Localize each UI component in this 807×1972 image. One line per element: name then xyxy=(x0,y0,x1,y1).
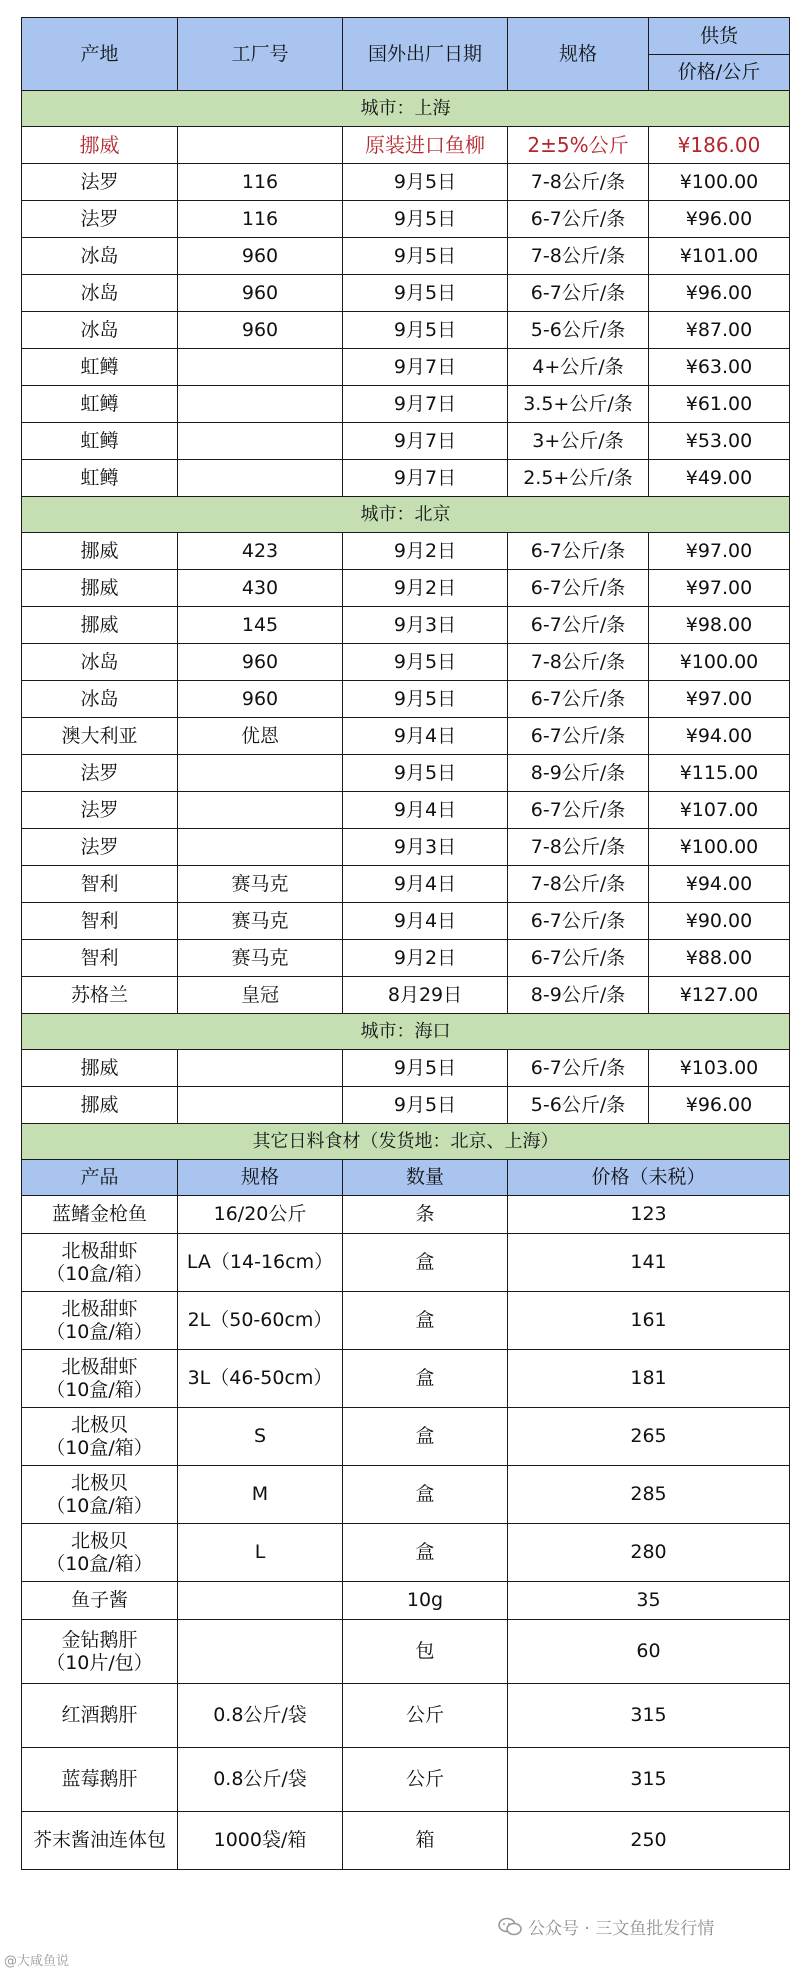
wechat-icon xyxy=(498,1917,522,1937)
table-row xyxy=(22,533,790,570)
cell-spec: 6-7公斤/条 xyxy=(508,570,649,607)
cell-origin: 智利 xyxy=(22,940,178,977)
cell-product: 北极甜虾 （10盒/箱） xyxy=(22,1350,178,1408)
cell-date: 9月5日 xyxy=(343,644,508,681)
cell-spec: 6-7公斤/条 xyxy=(508,201,649,238)
cell-origin: 虹鳟 xyxy=(22,349,178,386)
cell-product: 鱼子酱 xyxy=(22,1582,178,1620)
cell-origin: 挪威 xyxy=(22,1050,178,1087)
cell-product: 北极甜虾 （10盒/箱） xyxy=(22,1234,178,1292)
city-label: 城市：上海 xyxy=(22,91,790,127)
cell-price: ¥61.00 xyxy=(649,386,790,423)
cell-qty: 公斤 xyxy=(343,1748,508,1812)
header-factory: 工厂号 xyxy=(178,18,343,91)
table-row xyxy=(22,903,790,940)
other-section-title: 其它日料食材（发货地：北京、上海） xyxy=(22,1124,790,1160)
cell-qty: 盒 xyxy=(343,1350,508,1408)
header-date: 国外出厂日期 xyxy=(343,18,508,91)
cell-qty: 10g xyxy=(343,1582,508,1620)
cell-spec xyxy=(178,1582,343,1620)
cell-price: 250 xyxy=(508,1812,790,1870)
price-table xyxy=(21,17,790,1870)
cell-date: 9月3日 xyxy=(343,829,508,866)
cell-qty: 盒 xyxy=(343,1408,508,1466)
cell-spec xyxy=(178,1620,343,1684)
cell-price: ¥94.00 xyxy=(649,866,790,903)
cell-price: ¥94.00 xyxy=(649,718,790,755)
cell-spec: 4+公斤/条 xyxy=(508,349,649,386)
cell-factory: 145 xyxy=(178,607,343,644)
header-qty: 数量 xyxy=(343,1160,508,1196)
cell-spec: 7-8公斤/条 xyxy=(508,238,649,275)
table-row xyxy=(22,1524,790,1582)
cell-price: ¥103.00 xyxy=(649,1050,790,1087)
cell-spec: 6-7公斤/条 xyxy=(508,792,649,829)
cell-factory xyxy=(178,1050,343,1087)
table-row xyxy=(22,423,790,460)
cell-price: ¥101.00 xyxy=(649,238,790,275)
cell-price: 265 xyxy=(508,1408,790,1466)
cell-factory: 116 xyxy=(178,201,343,238)
cell-origin: 虹鳟 xyxy=(22,460,178,497)
cell-price: 35 xyxy=(508,1582,790,1620)
cell-product: 芥末酱油连体包 xyxy=(22,1812,178,1870)
cell-origin: 挪威 xyxy=(22,1087,178,1124)
cell-date: 9月5日 xyxy=(343,1050,508,1087)
table-row xyxy=(22,201,790,238)
cell-qty: 盒 xyxy=(343,1466,508,1524)
cell-spec: 16/20公斤 xyxy=(178,1196,343,1234)
cell-price: 123 xyxy=(508,1196,790,1234)
cell-product: 红酒鹅肝 xyxy=(22,1684,178,1748)
cell-qty: 公斤 xyxy=(343,1684,508,1748)
cell-price: ¥115.00 xyxy=(649,755,790,792)
table-row xyxy=(22,460,790,497)
cell-origin: 法罗 xyxy=(22,164,178,201)
cell-factory: 赛马克 xyxy=(178,940,343,977)
footer-id: @大咸鱼说 xyxy=(4,1954,70,1969)
header-supply: 供货 xyxy=(649,18,790,55)
cell-price: ¥127.00 xyxy=(649,977,790,1014)
cell-spec: 6-7公斤/条 xyxy=(508,681,649,718)
table-row xyxy=(22,829,790,866)
cell-factory xyxy=(178,349,343,386)
table-row xyxy=(22,238,790,275)
table-row xyxy=(22,1292,790,1350)
cell-spec: 3.5+公斤/条 xyxy=(508,386,649,423)
cell-date: 9月5日 xyxy=(343,681,508,718)
cell-price: ¥87.00 xyxy=(649,312,790,349)
cell-date: 9月5日 xyxy=(343,275,508,312)
cell-spec: 6-7公斤/条 xyxy=(508,940,649,977)
cell-price: ¥96.00 xyxy=(649,275,790,312)
table-row xyxy=(22,349,790,386)
cell-spec: 8-9公斤/条 xyxy=(508,977,649,1014)
cell-spec: 7-8公斤/条 xyxy=(508,829,649,866)
cell-date: 9月5日 xyxy=(343,164,508,201)
cell-factory: 960 xyxy=(178,681,343,718)
cell-date: 9月7日 xyxy=(343,349,508,386)
cell-origin: 冰岛 xyxy=(22,681,178,718)
cell-qty: 箱 xyxy=(343,1812,508,1870)
watermark-text: 公众号 · 三文鱼批发行情 xyxy=(528,1919,715,1939)
cell-factory: 960 xyxy=(178,275,343,312)
cell-date: 9月7日 xyxy=(343,423,508,460)
cell-spec: 1000袋/箱 xyxy=(178,1812,343,1870)
cell-factory: 960 xyxy=(178,312,343,349)
cell-price: ¥96.00 xyxy=(649,201,790,238)
cell-product: 北极贝 （10盒/箱） xyxy=(22,1408,178,1466)
cell-price: 181 xyxy=(508,1350,790,1408)
cell-factory xyxy=(178,127,343,164)
cell-spec: 3L（46-50cm） xyxy=(178,1350,343,1408)
cell-origin: 冰岛 xyxy=(22,644,178,681)
cell-date: 9月3日 xyxy=(343,607,508,644)
cell-date: 9月5日 xyxy=(343,1087,508,1124)
cell-factory: 960 xyxy=(178,644,343,681)
table-row xyxy=(22,1087,790,1124)
cell-spec: 7-8公斤/条 xyxy=(508,644,649,681)
table-row xyxy=(22,940,790,977)
watermark xyxy=(498,1914,714,1939)
cell-date: 9月4日 xyxy=(343,718,508,755)
cell-date: 9月7日 xyxy=(343,460,508,497)
cell-product: 蓝鳍金枪鱼 xyxy=(22,1196,178,1234)
cell-product: 北极贝 （10盒/箱） xyxy=(22,1524,178,1582)
cell-origin: 苏格兰 xyxy=(22,977,178,1014)
cell-price: 285 xyxy=(508,1466,790,1524)
cell-price: ¥53.00 xyxy=(649,423,790,460)
cell-price: 161 xyxy=(508,1292,790,1350)
cell-spec: 7-8公斤/条 xyxy=(508,866,649,903)
cell-date: 9月4日 xyxy=(343,866,508,903)
cell-origin: 挪威 xyxy=(22,607,178,644)
cell-spec: 6-7公斤/条 xyxy=(508,1050,649,1087)
cell-price: ¥96.00 xyxy=(649,1087,790,1124)
highlight-row xyxy=(22,127,790,164)
cell-spec: 2L（50-60cm） xyxy=(178,1292,343,1350)
cell-factory xyxy=(178,792,343,829)
cell-price: ¥97.00 xyxy=(649,681,790,718)
table-row xyxy=(22,1812,790,1870)
cell-date: 8月29日 xyxy=(343,977,508,1014)
table-row xyxy=(22,1748,790,1812)
cell-date: 9月5日 xyxy=(343,312,508,349)
cell-origin: 虹鳟 xyxy=(22,386,178,423)
cell-date: 9月2日 xyxy=(343,570,508,607)
cell-spec: 2±5%公斤 xyxy=(508,127,649,164)
city-section-row xyxy=(22,1014,790,1050)
cell-origin: 冰岛 xyxy=(22,275,178,312)
cell-price: ¥88.00 xyxy=(649,940,790,977)
cell-origin: 智利 xyxy=(22,866,178,903)
cell-spec: LA（14-16cm） xyxy=(178,1234,343,1292)
cell-product: 蓝莓鹅肝 xyxy=(22,1748,178,1812)
table-row xyxy=(22,977,790,1014)
city-section-row xyxy=(22,497,790,533)
cell-qty: 盒 xyxy=(343,1524,508,1582)
cell-origin: 法罗 xyxy=(22,792,178,829)
city-label: 城市：北京 xyxy=(22,497,790,533)
table-row xyxy=(22,792,790,829)
cell-spec: 7-8公斤/条 xyxy=(508,164,649,201)
cell-price: 280 xyxy=(508,1524,790,1582)
cell-date: 9月5日 xyxy=(343,201,508,238)
header-origin: 产地 xyxy=(22,18,178,91)
cell-factory: 优恩 xyxy=(178,718,343,755)
table-row xyxy=(22,1684,790,1748)
cell-spec: 3+公斤/条 xyxy=(508,423,649,460)
cell-product: 金钻鹅肝 （10片/包） xyxy=(22,1620,178,1684)
table-row xyxy=(22,1196,790,1234)
cell-price: ¥186.00 xyxy=(649,127,790,164)
table-row xyxy=(22,755,790,792)
cell-date: 9月5日 xyxy=(343,755,508,792)
price-sheet xyxy=(21,17,789,1870)
cell-origin: 挪威 xyxy=(22,570,178,607)
cell-spec: S xyxy=(178,1408,343,1466)
cell-factory: 皇冠 xyxy=(178,977,343,1014)
cell-price: ¥100.00 xyxy=(649,829,790,866)
cell-factory xyxy=(178,423,343,460)
cell-spec: 6-7公斤/条 xyxy=(508,533,649,570)
cell-price: ¥63.00 xyxy=(649,349,790,386)
header-row-top xyxy=(22,18,790,55)
table-row xyxy=(22,1234,790,1292)
cell-spec: M xyxy=(178,1466,343,1524)
cell-origin: 法罗 xyxy=(22,755,178,792)
header-product: 产品 xyxy=(22,1160,178,1196)
cell-spec: 0.8公斤/袋 xyxy=(178,1748,343,1812)
cell-price: 315 xyxy=(508,1684,790,1748)
cell-origin: 虹鳟 xyxy=(22,423,178,460)
table-row xyxy=(22,866,790,903)
cell-origin: 挪威 xyxy=(22,127,178,164)
cell-qty: 条 xyxy=(343,1196,508,1234)
table-row xyxy=(22,1620,790,1684)
cell-factory: 960 xyxy=(178,238,343,275)
cell-product: 北极甜虾 （10盒/箱） xyxy=(22,1292,178,1350)
table-row xyxy=(22,681,790,718)
table-row xyxy=(22,607,790,644)
cell-date: 9月4日 xyxy=(343,792,508,829)
cell-date: 9月4日 xyxy=(343,903,508,940)
cell-date: 原装进口鱼柳 xyxy=(343,127,508,164)
cell-factory xyxy=(178,1087,343,1124)
table-row xyxy=(22,1350,790,1408)
cell-price: 141 xyxy=(508,1234,790,1292)
cell-origin: 法罗 xyxy=(22,201,178,238)
cell-qty: 包 xyxy=(343,1620,508,1684)
table-row xyxy=(22,718,790,755)
table-row xyxy=(22,275,790,312)
table-row xyxy=(22,644,790,681)
table-row xyxy=(22,1408,790,1466)
cell-price: ¥90.00 xyxy=(649,903,790,940)
cell-origin: 澳大利亚 xyxy=(22,718,178,755)
cell-price: ¥98.00 xyxy=(649,607,790,644)
cell-spec: 8-9公斤/条 xyxy=(508,755,649,792)
cell-spec: 6-7公斤/条 xyxy=(508,718,649,755)
cell-factory xyxy=(178,755,343,792)
cell-spec: L xyxy=(178,1524,343,1582)
cell-price: 60 xyxy=(508,1620,790,1684)
cell-date: 9月7日 xyxy=(343,386,508,423)
table-row xyxy=(22,386,790,423)
cell-factory xyxy=(178,386,343,423)
cell-price: ¥107.00 xyxy=(649,792,790,829)
cell-qty: 盒 xyxy=(343,1234,508,1292)
other-header-row xyxy=(22,1160,790,1196)
cell-spec: 6-7公斤/条 xyxy=(508,607,649,644)
header-spec: 规格 xyxy=(508,18,649,91)
cell-price: ¥97.00 xyxy=(649,533,790,570)
cell-date: 9月2日 xyxy=(343,940,508,977)
city-label: 城市：海口 xyxy=(22,1014,790,1050)
table-row xyxy=(22,1582,790,1620)
cell-spec: 2.5+公斤/条 xyxy=(508,460,649,497)
cell-product: 北极贝 （10盒/箱） xyxy=(22,1466,178,1524)
cell-factory xyxy=(178,460,343,497)
table-row xyxy=(22,312,790,349)
table-row xyxy=(22,164,790,201)
cell-price: ¥97.00 xyxy=(649,570,790,607)
cell-date: 9月5日 xyxy=(343,238,508,275)
cell-origin: 冰岛 xyxy=(22,238,178,275)
header-price-untaxed: 价格（未税） xyxy=(508,1160,790,1196)
cell-factory: 赛马克 xyxy=(178,866,343,903)
cell-origin: 挪威 xyxy=(22,533,178,570)
cell-date: 9月2日 xyxy=(343,533,508,570)
cell-spec: 6-7公斤/条 xyxy=(508,903,649,940)
header-other-spec: 规格 xyxy=(178,1160,343,1196)
table-row xyxy=(22,570,790,607)
cell-factory xyxy=(178,829,343,866)
cell-spec: 5-6公斤/条 xyxy=(508,312,649,349)
cell-spec: 6-7公斤/条 xyxy=(508,275,649,312)
cell-factory: 423 xyxy=(178,533,343,570)
cell-price: ¥100.00 xyxy=(649,164,790,201)
cell-spec: 0.8公斤/袋 xyxy=(178,1684,343,1748)
header-price-per-kg: 价格/公斤 xyxy=(649,55,790,91)
cell-qty: 盒 xyxy=(343,1292,508,1350)
cell-price: ¥49.00 xyxy=(649,460,790,497)
cell-factory: 116 xyxy=(178,164,343,201)
city-section-row xyxy=(22,91,790,127)
price-table-body xyxy=(22,18,790,1870)
table-row xyxy=(22,1466,790,1524)
cell-origin: 冰岛 xyxy=(22,312,178,349)
cell-factory: 赛马克 xyxy=(178,903,343,940)
cell-factory: 430 xyxy=(178,570,343,607)
cell-spec: 5-6公斤/条 xyxy=(508,1087,649,1124)
cell-price: 315 xyxy=(508,1748,790,1812)
cell-price: ¥100.00 xyxy=(649,644,790,681)
cell-origin: 法罗 xyxy=(22,829,178,866)
table-row xyxy=(22,1050,790,1087)
cell-origin: 智利 xyxy=(22,903,178,940)
other-section-row xyxy=(22,1124,790,1160)
